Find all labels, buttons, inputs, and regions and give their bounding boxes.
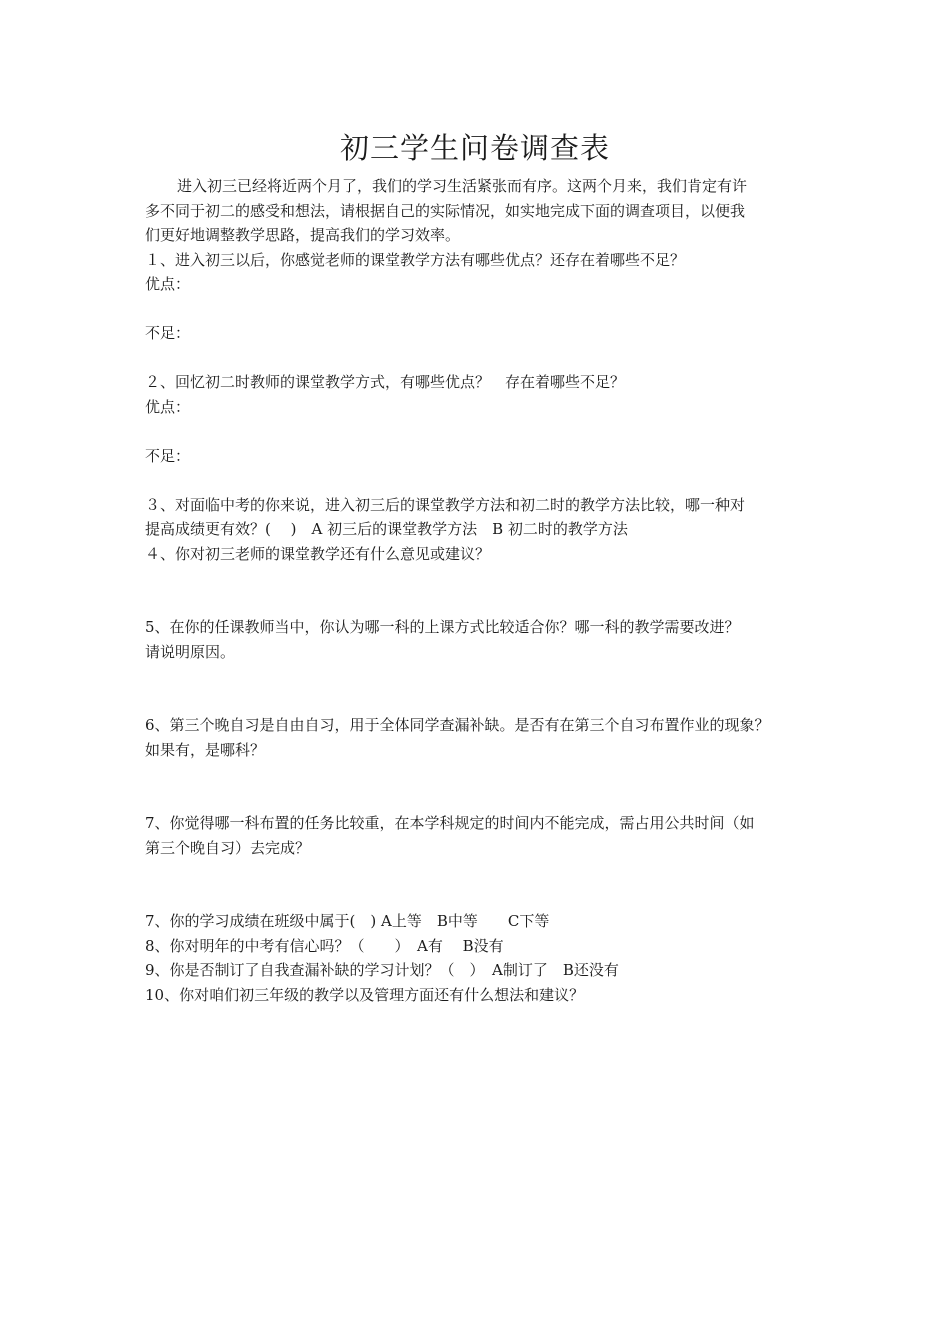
question-4: ４、你对初三老师的课堂教学还有什么意见或建议？	[145, 544, 491, 563]
question-9: 9、你是否制订了自我查漏补缺的学习计划？（ ） A制订了 B还没有	[145, 961, 619, 979]
question-3-line-2: 提高成绩更有效？( ) A 初三后的课堂教学方法 B 初二时的教学方法	[145, 520, 628, 538]
question-6-line-1: 6、第三个晚自习是自由自习，用于全体同学查漏补缺。是否有在第三个自习布置作业的现象？	[145, 716, 770, 734]
q7a-answer-space	[145, 860, 825, 909]
q1-cons-label: 不足：	[145, 324, 191, 342]
q1-pros-label: 优点：	[145, 275, 191, 293]
question-3-line-1: ３、对面临中考的你来说，进入初三后的课堂教学方法和初二时的教学方法比较，哪一种对	[145, 495, 746, 514]
question-7b: 7、你的学习成绩在班级中属于( ) A上等 B中等 C下等	[145, 912, 550, 930]
question-2: ２、回忆初二时教师的课堂教学方式，有哪些优点？ 存在着哪些不足？	[145, 373, 626, 391]
q1-pros-answer-space	[145, 297, 825, 322]
page-title: 初三学生问卷调查表	[339, 131, 610, 165]
q2-cons-answer-space	[145, 468, 825, 493]
q1-cons-answer-space	[145, 346, 825, 371]
q2-pros-answer-space	[145, 419, 825, 444]
intro-line-1: 进入初三已经将近两个月了，我们的学习生活紧张而有序。这两个月来，我们肯定有许	[177, 177, 748, 195]
intro-line-3: 们更好地调整教学思路，提高我们的学习效率。	[145, 226, 461, 244]
document-body	[145, 174, 825, 1007]
q2-pros-label: 优点：	[145, 397, 191, 416]
question-5-line-1: 5、在你的任课教师当中，你认为哪一科的上课方式比较适合你？哪一科的教学需要改进？	[145, 618, 740, 636]
question-10: 10、你对咱们初三年级的教学以及管理方面还有什么想法和建议？	[145, 985, 585, 1004]
q4-answer-space	[145, 566, 825, 615]
question-6-line-2: 如果有，是哪科？	[145, 740, 266, 759]
q2-cons-label: 不足：	[145, 446, 191, 465]
question-8: 8、你对明年的中考有信心吗？（ ） A有 B没有	[145, 936, 504, 955]
q5-answer-space	[145, 664, 825, 713]
question-5-line-2: 请说明原因。	[145, 642, 236, 661]
question-1: １、进入初三以后，你感觉老师的课堂教学方法有哪些优点？还存在着哪些不足？	[145, 250, 686, 269]
question-7a-line-2: 第三个晚自习）去完成？	[145, 838, 311, 857]
intro-line-2: 多不同于初二的感受和想法，请根据自己的实际情况，如实地完成下面的调查项目，以便我	[145, 201, 746, 220]
q6-answer-space	[145, 762, 825, 811]
question-7a-line-1: 7、你觉得哪一科布置的任务比较重，在本学科规定的时间内不能完成，需占用公共时间（如	[145, 814, 755, 832]
